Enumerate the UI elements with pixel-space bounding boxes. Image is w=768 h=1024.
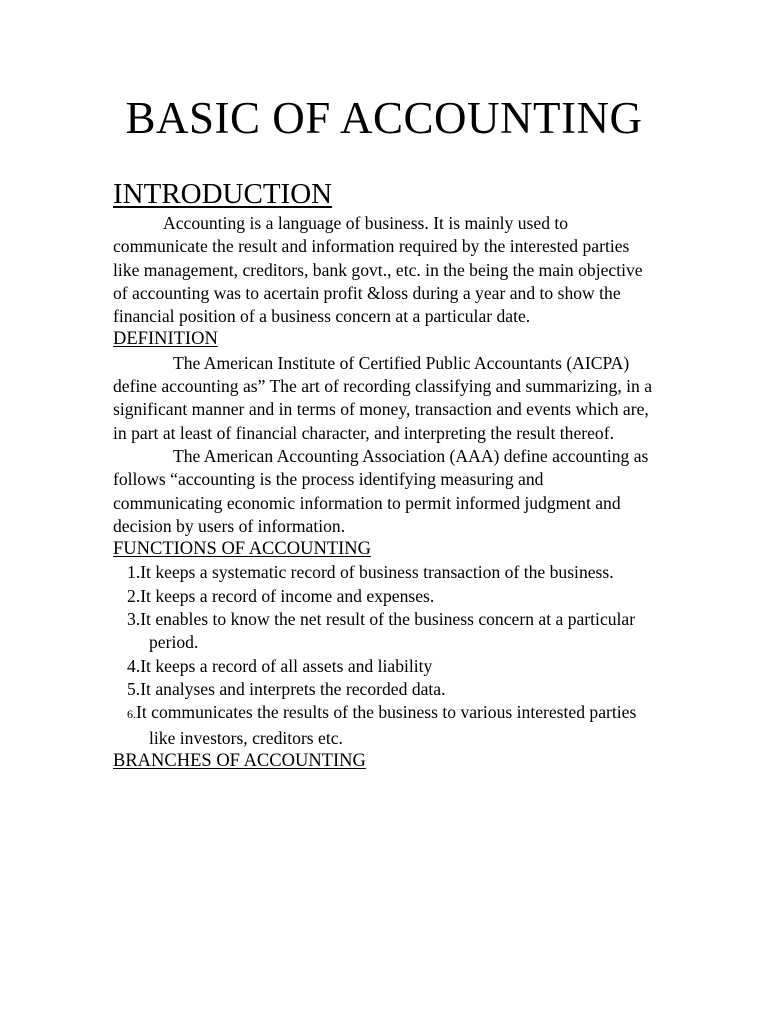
functions-list [113, 561, 653, 749]
list-item-number: 5. [127, 678, 141, 699]
list-item-text: It enables to know the net result of the business concern at a particular period. [140, 609, 636, 653]
list-item-text: It keeps a record of income and expenses. [140, 585, 435, 606]
list-item [113, 655, 653, 678]
list-item-number: 6. [127, 707, 136, 722]
list-item [113, 608, 653, 655]
list-item-text: It keeps a record of all assets and liability [140, 655, 433, 676]
list-item [113, 701, 653, 750]
introduction-paragraph: Accounting is a language of business. It is mainly used to communicate the result and information required by the interested parties like management, creditors, bank govt., etc. in the being the main objective of accounting was to acertain profit &loss during a year and to show the financial position of a business concern at a particular date. [113, 213, 643, 327]
document-title: BASIC OF ACCOUNTING [125, 93, 643, 143]
list-item-text: It analyses and interprets the recorded data. [140, 678, 446, 699]
list-item-number: 3. [127, 609, 141, 630]
list-item-number: 1. [127, 562, 141, 583]
list-item [113, 585, 653, 608]
definition-paragraph-aaa: The American Accounting Association (AAA) define accounting as follows “accounting is the process identifying measuring and communicating economic information to permit informed judgment and decision by users of information. [113, 445, 649, 536]
document-body [113, 212, 653, 773]
definition-paragraph-aicpa: The American Institute of Certified Public Accountants (AICPA) define accounting as” The art of recording classifying and summarizing, in a significant manner and in terms of money, transaction and events which are, in part at least of financial character, and interpreting the result thereof. [113, 352, 653, 443]
list-item-text: It keeps a systematic record of business transaction of the business. [140, 562, 614, 583]
introduction-heading: INTRODUCTION [113, 178, 333, 210]
list-item [113, 678, 653, 701]
list-item-text: It communicates the results of the business to various interested parties like investors, creditors etc. [136, 702, 637, 748]
definition-heading: DEFINITION [113, 329, 218, 350]
list-item-number: 4. [127, 655, 141, 676]
branches-heading: BRANCHES OF ACCOUNTING [113, 750, 366, 771]
list-item [113, 561, 653, 584]
functions-heading: FUNCTIONS OF ACCOUNTING [113, 539, 371, 560]
list-item-number: 2. [127, 585, 141, 606]
